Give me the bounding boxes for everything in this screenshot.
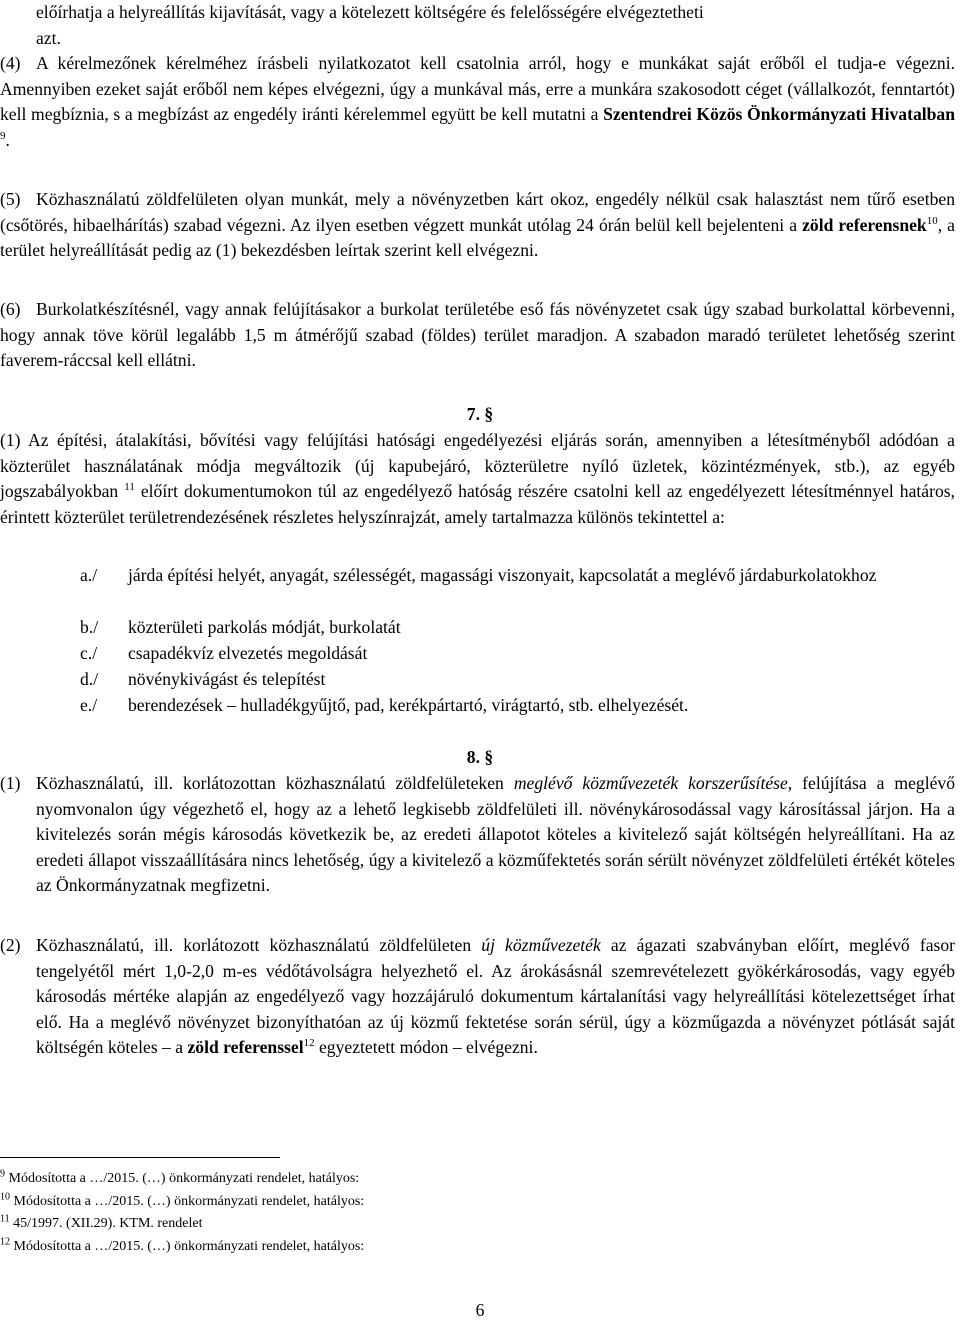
paragraph-text: A kérelmezőnek kérelméhez írásbeli nyilatkozatot kell csatolnia arról, hogy e munkákat saját erőből el tudja-e végezni. Amennyiben ezeket saját erőből nem képes elvégezni, úgy a munkával más, erre a munkára szakosodott céget (vállalkozót, fenntartót) kell megbíznia, s a megbízást az engedély iránti kérelemmel együtt be kell mutatni a Szentendrei Közös Önkormányzati Hivatalban $^9$. — [0, 53, 955, 150]
paragraph-text: Közhasználatú, ill. korlátozott közhasználatú zöldfelületen új közművezeték az ágazati szabványban előírt, meglévő fasor tengelyétől mért 1,0-2,0 m-es védőtávolságra helyezhető el. Az árokásásnál szemrevételezett gyökérkárosodás, vagy egyéb károsodás mértéke alapján az engedélyező vagy hozzájáruló dokumentum kártalanítási vagy helyreállítási kötelezettséget írhat elő. Ha a meglévő növényzet bizonyíthatóan az új közmű fektetése során sérül, úgy a közműgazda a növényzet pótlását saját költségén köteles – a zöld referenssel$^{12}$ egyeztetett módon – elvégezni. — [36, 935, 955, 1057]
bold-text: zöld referensnek — [802, 214, 927, 235]
paragraph-number: (6) — [0, 299, 21, 319]
paragraph-number: (1) — [0, 773, 21, 793]
section-heading-8: 8. § — [466, 747, 494, 767]
footnote-ref: 11 — [124, 481, 135, 494]
italic-text: új közművezeték — [481, 935, 601, 955]
footnote-ref: 10 — [926, 214, 938, 227]
italic-text: meglévő közművezeték korszerűsítése — [513, 773, 788, 793]
paragraph-continuation — [36, 0, 955, 51]
footnote: $^9$ Módosította a …/2015. (…) önkormányzati rendelet, hatályos: — [0, 1168, 360, 1186]
paragraph-number: (5) — [0, 189, 21, 209]
footnote-ref: 9 — [0, 129, 6, 142]
footnote: $^{10}$ Módosította a …/2015. (…) önkormányzati rendelet, hatályos: — [0, 1191, 365, 1209]
section-heading-7: 7. § — [466, 404, 494, 424]
paragraph-text: Burkolatkészítésnél, vagy annak felújításakor a burkolat területébe eső fás növényzetet csak úgy szabad burkolattal körbevenni, hogy annak töve körül legalább 1,5 m átmérőjű szabad (földes) terület maradjon. A szabadon maradó területet lehetőség szerint faverem-ráccsal kell ellátni. — [0, 299, 955, 370]
paragraph-text: Közhasználatú, ill. korlátozottan közhasználatú zöldfelületeken meglévő közművezeték korszerűsítése, felújítása a meglévő nyomvonalon úgy végezhető el, hogy az a lehető legkisebb zöldfelületi ill. növénykárosodással vagy károsítással járjon. Ha a kivitelezés során mégis károsodás következik be, az eredeti állapotot köteles a kivitelező saját költségén helyreállítani. Ha az eredeti állapot visszaállítására nincs lehetőség, úgy a kivitelező a közműfektetés során sérült növényzet zöldfelületi értékét köteles az Önkormányzatnak megfizetni. — [36, 773, 955, 895]
footnote-ref: 12 — [303, 1037, 315, 1050]
text-line: előírhatja a helyreállítás kijavítását, vagy a kötelezett költségére és felelősségére elvégeztetheti — [36, 2, 704, 22]
paragraph-number: (4) — [0, 53, 21, 73]
footnote: $^{12}$ Módosította a …/2015. (…) önkormányzati rendelet, hatályos: — [0, 1236, 365, 1254]
bold-text: Szentendrei Közös Önkormányzati Hivatalban — [603, 104, 955, 124]
text-line: azt. — [36, 27, 61, 48]
footnote-separator — [0, 1157, 280, 1158]
bold-text: zöld referenssel — [187, 1037, 304, 1057]
page-number: 6 — [475, 1300, 485, 1320]
document-page: előírhatja a helyreállítás kijavítását, vagy a kötelezett költségére és felelősségére elvégeztetheti azt. (4) A kérelmezőnek kérelméhez írásbeli nyilatkozatot kell csatolnia arról, hogy e munkákat saját erőből el tudja-e végezni. Amennyiben ezeket saját erőből nem képes elvégezni, úgy a munkával más, erre a munkára szakosodott céget (vállalkozót, fenntartót) kell megbíznia, s a megbízást az engedély iránti kérelemmel együtt be kell mutatni a Szentendrei Közös Önkormányzati Hivatalban $^9$. (5) Közhasználatú zöldfelületen olyan munkát, mely a növényzetben kárt okoz, engedély nélkül csak halasztást nem tűrő esetben (csőtörés, hibaelhárítás) szabad végezni. Az ilyen esetben végzett munkát utólag 24 órán belül kell bejelenteni a zöld referensnek$^{10}$, a terület helyreállítását pedig az (1) bekezdésben leírtak szerint kell elvégezni. (6) Burkolatkészítésnél, vagy annak felújításakor a burkolat területébe eső fás növényzetet csak úgy szabad burkolattal körbevenni, hogy annak töve körül legalább 1,5 m átmérőjű szabad (földes) terület maradjon. A szabadon maradó területet lehetőség szerint faverem-ráccsal kell ellátni. 7. § (1) Az építési, átalakítási, bővítési vagy felújítási hatósági engedélyezési eljárás során, amennyiben a létesítményből adódóan a közterület használatának módja megváltozik (új kapubejáró, közterületre nyíló üzletek, közintézmények, stb.), az egyéb jogszabályokban $^{11}$ előírt dokumentumokon túl az engedélyező hatóság részére csatolni kell az engedélyezett létesítménnyel határos, érintett közterület területrendezésének részletes helyszínrajzát, amely tartalmazza különös tekintettel a: a./ járda építési helyét, anyagát, szélességét, magassági viszonyait, kapcsolatát a meglévő járdaburkolatokhoz b./ közterületi parkolás módját, burkolatát c./ csapadékvíz elvezetés megoldását d./ növénykivágást és telepítést e./ berendezések – hulladékgyűjtő, pad, kerékpártartó, virágtartó, stb. elhelyezését. 8. § (1) Közhasználatú, ill. korlátozottan közhasználatú zöldfelületeken meglévő közművezeték korszerűsítése, felújítása a meglévő nyomvonalon úgy végezhető el, hogy az a lehető legkisebb zöldfelületi ill. növénykárosodással vagy károsítással járjon. Ha a kivitelezés során mégis károsodás következik be, az eredeti állapotot köteles a kivitelező saját költségén helyreállítani. Ha az eredeti állapot visszaállítására nincs lehetőség, úgy a kivitelező a közműfektetés során sérült növényzet zöldfelületi értékét köteles az Önkormányzatnak megfizetni. (2) Közhasználatú, ill. korlátozott közhasználatú zöldfelületen új közművezeték az ágazati szabványban előírt, meglévő fasor tengelyétől mért 1,0-2,0 m-es védőtávolságra helyezhető el. Az árokásásnál szemrevételezett gyökérkárosodás, vagy egyéb károsodás mértéke alapján az engedélyező vagy hozzájáruló dokumentum kártalanítási vagy helyreállítási kötelezettséget írhat elő. Ha a meglévő növényzet bizonyíthatóan az új közmű fektetése során sérül, úgy a közműgazda a növényzet pótlását saját költségén köteles – a zöld referenssel$^{12}$ egyeztetett módon – elvégezni. $^9$ Módosította a …/2015. (…) önkormányzati rendelet, hatályos: $^{10}$ Módosította a …/2015. (…) önkormányzati rendelet, hatályos: $^{11}$ 45/1997. (XII.29). KTM. rendelet $^{12}$ Módosította a …/2015. (…) önkormányzati rendelet, hatályos: 6 — [0, 0, 960, 1323]
paragraph-number: (2) — [0, 935, 21, 955]
section7-paragraph-1: (1) Az építési, átalakítási, bővítési vagy felújítási hatósági engedélyezési eljárás során, amennyiben a létesítményből adódóan a közterület használatának módja megváltozik (új kapubejáró, közterületre nyíló üzletek, közintézmények, stb.), az egyéb jogszabályokban $^{11}$ előírt dokumentumokon túl az engedélyező hatóság részére csatolni kell az engedélyezett létesítménnyel határos, érintett közterület területrendezésének részletes helyszínrajzát, amely tartalmazza különös tekintettel a: — [0, 430, 955, 527]
paragraph-text: Közhasználatú zöldfelületen olyan munkát, mely a növényzetben kárt okoz, engedély nélkül csak halasztást nem tűrő esetben (csőtörés, hibaelhárítás) szabad végezni. Az ilyen esetben végzett munkát utólag 24 órán belül kell bejelenteni a zöld referensnek$^{10}$, a terület helyreállítását pedig az (1) bekezdésben leírtak szerint kell elvégezni. — [0, 189, 955, 260]
footnote: $^{11}$ 45/1997. (XII.29). KTM. rendelet — [0, 1213, 203, 1231]
